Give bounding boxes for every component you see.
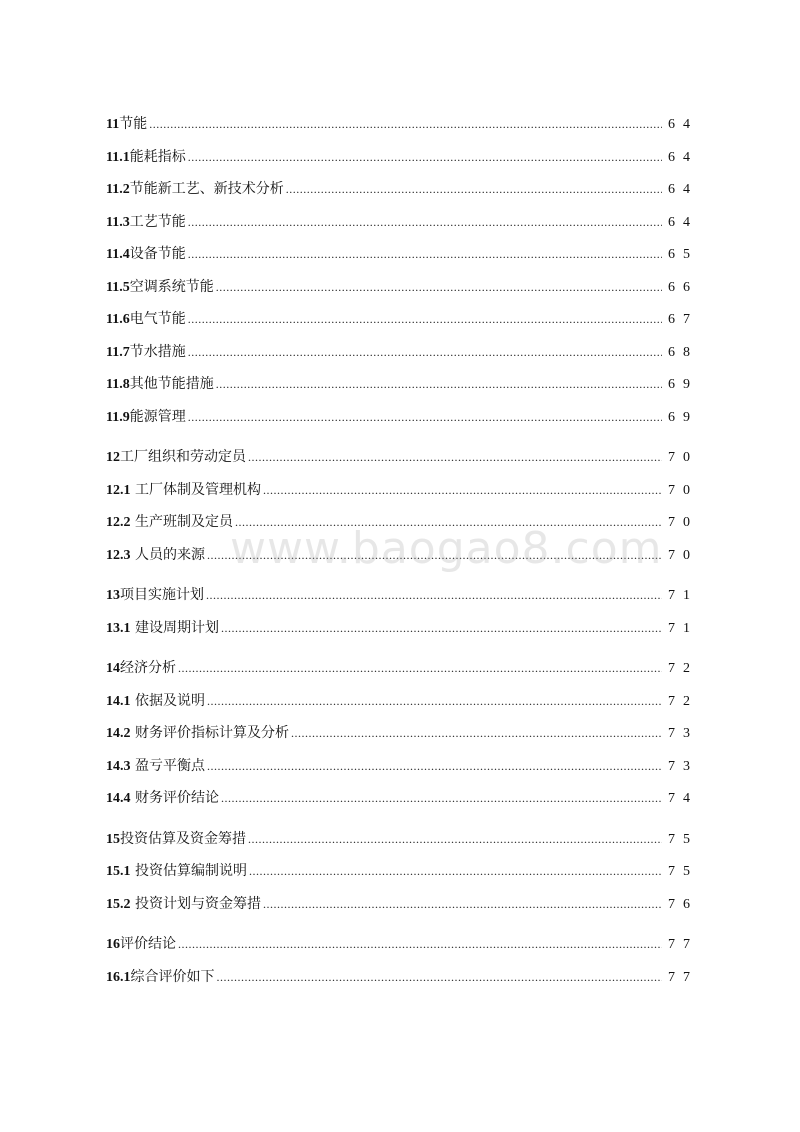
toc-entry-number: 15.2: [106, 896, 131, 912]
toc-entry-number: 14.1: [106, 693, 131, 709]
toc-chapter-entry[interactable]: [106, 108, 698, 141]
toc-entry-number: 11.4: [106, 247, 130, 262]
toc-entry-number: 15: [106, 831, 120, 847]
toc-section-entry[interactable]: [106, 888, 698, 921]
toc-section-entry[interactable]: [106, 271, 698, 304]
toc-entry-number: 11.8: [106, 377, 130, 392]
toc-entry-title: 财务评价指标计算及分析: [130, 725, 289, 741]
toc-section-entry[interactable]: [106, 612, 698, 645]
toc-page-number: 67: [668, 312, 698, 327]
toc-page-number: 69: [668, 377, 698, 392]
toc-entry-number: 11.5: [106, 279, 130, 295]
toc-section-entry[interactable]: [106, 336, 698, 369]
toc-dot-leader: [206, 579, 662, 612]
toc-dot-leader: [248, 441, 662, 474]
toc-entry-title: 盈亏平衡点: [130, 757, 205, 774]
toc-section-entry[interactable]: [106, 685, 698, 718]
toc-dot-leader: [188, 206, 662, 239]
toc-entry-number: 14.2: [106, 726, 131, 741]
toc-page-number: 64: [668, 182, 698, 197]
toc-page-number: 76: [668, 896, 698, 912]
toc-entry-number: 12: [106, 450, 120, 465]
toc-entry-title: 电气节能: [129, 311, 186, 327]
toc-entry-title: 工厂组织和劳动定员: [120, 449, 246, 465]
toc-dot-leader: [188, 238, 662, 271]
toc-page-number: 74: [668, 791, 698, 806]
toc-entry-title: 项目实施计划: [120, 587, 204, 603]
toc-chapter-entry[interactable]: [106, 928, 698, 961]
toc-entry-number: 12.3: [106, 547, 131, 563]
toc-section-entry[interactable]: [106, 474, 698, 507]
toc-entry-number: 11.7: [106, 344, 130, 360]
toc-section-entry[interactable]: [106, 173, 698, 206]
toc-entry-title: 生产班制及定员: [130, 514, 233, 530]
toc-page-number: 71: [668, 620, 698, 636]
toc-section-entry[interactable]: [106, 506, 698, 539]
toc-chapter-entry[interactable]: [106, 652, 698, 685]
toc-entry-title: 投资估算编制说明: [130, 863, 247, 879]
toc-section-entry[interactable]: [106, 961, 698, 994]
toc-entry-title: 能耗指标: [129, 148, 186, 165]
toc-dot-leader: [188, 303, 662, 336]
toc-chapter-entry[interactable]: [106, 579, 698, 612]
toc-dot-leader: [235, 506, 662, 539]
toc-entry-title: 建设周期计划: [130, 619, 219, 636]
toc-section-entry[interactable]: [106, 855, 698, 888]
toc-dot-leader: [221, 612, 662, 645]
toc-entry-title: 工厂体制及管理机构: [130, 481, 261, 498]
toc-page-number: 71: [668, 588, 698, 603]
toc-dot-leader: [249, 855, 662, 888]
toc-page-number: 70: [668, 547, 698, 563]
toc-section-entry[interactable]: [106, 750, 698, 783]
toc-dot-leader: [178, 928, 662, 961]
toc-page-number: 77: [668, 969, 698, 985]
toc-page-number: 70: [668, 450, 698, 465]
toc-entry-title: 综合评价如下: [130, 968, 215, 985]
toc-dot-leader: [286, 173, 662, 206]
toc-section-entry[interactable]: [106, 782, 698, 815]
watermark: www.baogao8.com: [230, 523, 663, 574]
toc-page-number: 64: [668, 214, 698, 230]
toc-page-number: 75: [668, 831, 698, 847]
toc-page-number: 70: [668, 482, 698, 498]
toc-entry-number: 11.1: [106, 149, 130, 165]
toc-entry-title: 经济分析: [120, 660, 176, 676]
toc-chapter-entry[interactable]: [106, 441, 698, 474]
toc-entry-number: 14: [106, 661, 120, 676]
toc-dot-leader: [207, 685, 662, 718]
toc-entry-title: 人员的来源: [130, 546, 205, 563]
toc-dot-leader: [216, 271, 662, 304]
toc-section-entry[interactable]: [106, 368, 698, 401]
toc-entry-title: 节水措施: [129, 343, 186, 360]
toc-entry-number: 12.2: [106, 515, 131, 530]
toc-entry-number: 11.2: [106, 182, 130, 197]
toc-page-number: 75: [668, 864, 698, 879]
toc-dot-leader: [263, 474, 662, 507]
toc-dot-leader: [216, 368, 662, 401]
toc-entry-number: 13: [106, 588, 120, 603]
toc-dot-leader: [207, 539, 662, 572]
toc-dot-leader: [188, 401, 662, 434]
toc-page-number: 64: [668, 149, 698, 165]
toc-entry-title: 其他节能措施: [129, 376, 214, 392]
toc-section-entry[interactable]: [106, 717, 698, 750]
toc-entry-number: 12.1: [106, 482, 131, 498]
toc-section-entry[interactable]: [106, 238, 698, 271]
toc-entry-number: 11.9: [106, 409, 130, 425]
toc-entry-title: 评价结论: [120, 936, 176, 952]
toc-dot-leader: [248, 823, 662, 856]
toc-entry-title: 节能新工艺、新技术分析: [129, 181, 284, 197]
toc-section-entry[interactable]: [106, 539, 698, 572]
toc-entry-number: 16: [106, 937, 120, 952]
toc-entry-number: 14.3: [106, 758, 131, 774]
toc-page-number: 66: [668, 279, 698, 295]
toc-entry-number: 15.1: [106, 864, 131, 879]
toc-page-number: 64: [668, 117, 698, 132]
toc-page-number: 65: [668, 247, 698, 262]
toc-entry-title: 依据及说明: [130, 692, 205, 709]
toc-entry-title: 设备节能: [129, 246, 186, 262]
toc-dot-leader: [188, 141, 662, 174]
toc-page-number: 68: [668, 344, 698, 360]
toc-dot-leader: [291, 717, 662, 750]
toc-page-number: 72: [668, 661, 698, 676]
toc-dot-leader: [207, 750, 662, 783]
toc-dot-leader: [217, 961, 663, 994]
toc-entry-title: 节能: [119, 116, 148, 132]
toc-entry-number: 11.3: [106, 214, 130, 230]
toc-entry-number: 11.6: [106, 312, 130, 327]
toc-section-entry[interactable]: [106, 141, 698, 174]
toc-section-entry[interactable]: [106, 401, 698, 434]
toc-entry-number: 13.1: [106, 620, 131, 636]
toc-entry-title: 投资估算及资金筹措: [120, 830, 246, 847]
toc-entry-title: 空调系统节能: [129, 278, 214, 295]
toc-page-number: 77: [668, 937, 698, 952]
toc-dot-leader: [149, 108, 662, 141]
toc-dot-leader: [188, 336, 662, 369]
toc-page-number: 69: [668, 409, 698, 425]
toc-dot-leader: [178, 652, 662, 685]
toc-entry-number: 14.4: [106, 791, 131, 806]
toc-section-entry[interactable]: [106, 206, 698, 239]
toc-chapter-entry[interactable]: [106, 823, 698, 856]
toc-dot-leader: [263, 888, 662, 921]
toc-page-number: 73: [668, 758, 698, 774]
toc-page-number: 73: [668, 726, 698, 741]
table-of-contents: [106, 108, 698, 993]
toc-entry-title: 工艺节能: [129, 213, 186, 230]
toc-entry-number: 11: [106, 117, 120, 132]
toc-entry-title: 能源管理: [129, 408, 186, 425]
toc-entry-title: 投资计划与资金筹措: [130, 895, 261, 912]
toc-page-number: 72: [668, 693, 698, 709]
toc-entry-number: 16.1: [106, 969, 131, 985]
toc-dot-leader: [221, 782, 662, 815]
toc-entry-title: 财务评价结论: [130, 790, 219, 806]
toc-page-number: 70: [668, 515, 698, 530]
toc-section-entry[interactable]: [106, 303, 698, 336]
